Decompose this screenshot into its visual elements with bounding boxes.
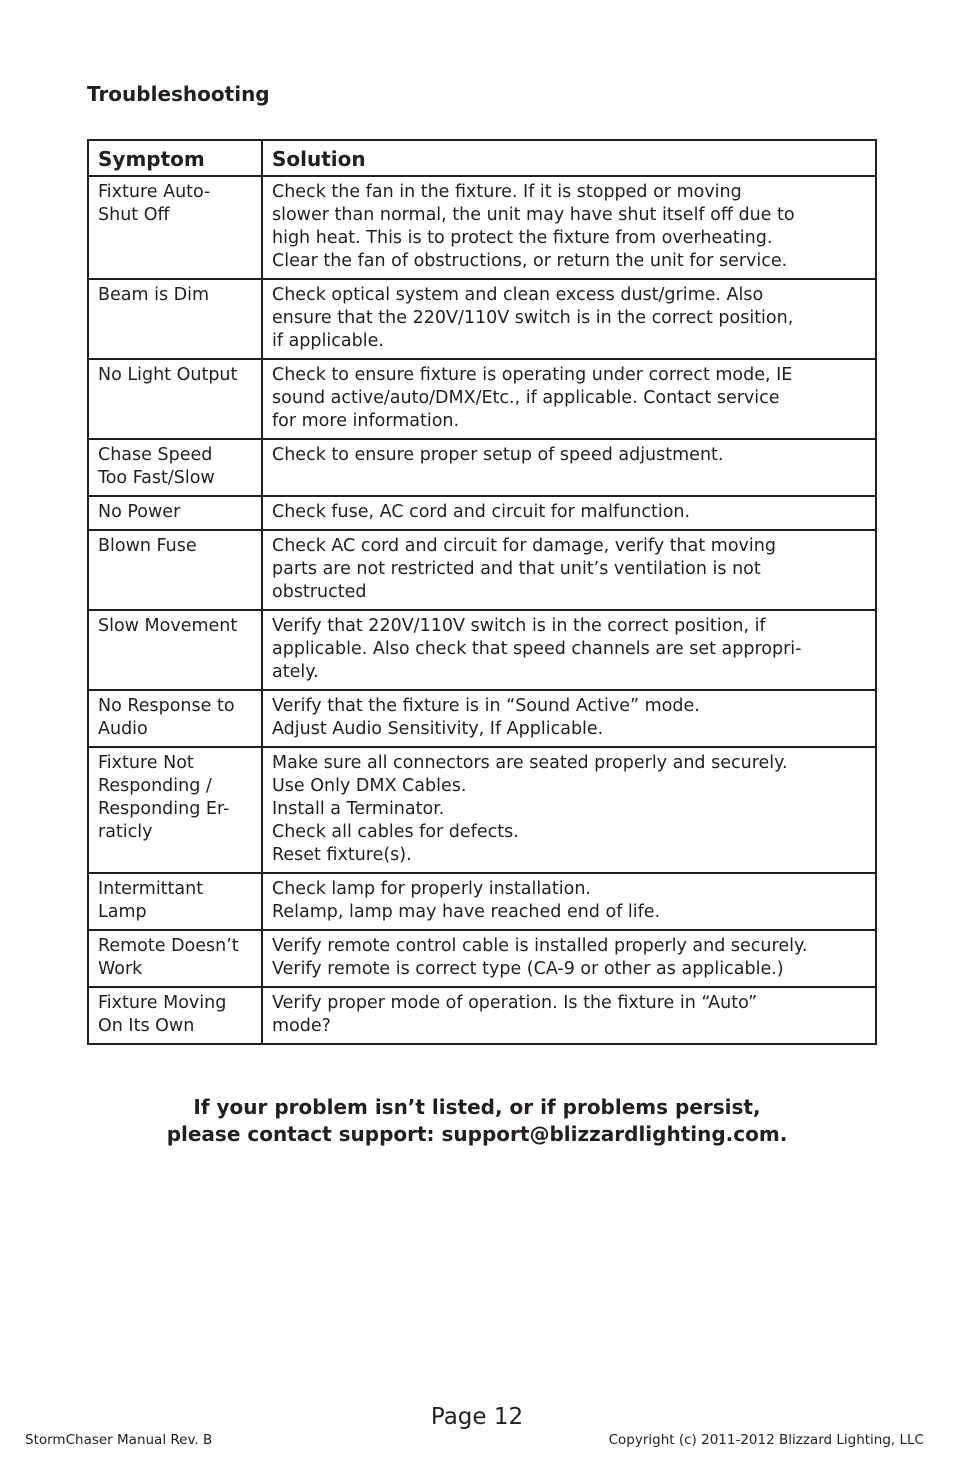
symptom-text-line: Slow Movement [98, 616, 238, 636]
symptom-cell [88, 930, 262, 987]
symptom-cell [88, 439, 262, 496]
solution-text-line: mode? [272, 1016, 331, 1036]
solution-cell [262, 279, 876, 359]
symptom-text-line: Remote Doesn’t [98, 936, 239, 956]
solution-cell [262, 690, 876, 747]
solution-text-line: if applicable. [272, 331, 384, 351]
symptom-cell [88, 176, 262, 279]
solution-text-line: ensure that the 220V/110V switch is in the correct position, [272, 308, 794, 328]
solution-text-line: Check to ensure proper setup of speed adjustment. [272, 445, 724, 465]
footer-copyright: Copyright (c) 2011-2012 Blizzard Lighting, LLC [608, 1432, 924, 1448]
solution-cell [262, 439, 876, 496]
symptom-text-line: Lamp [98, 902, 147, 922]
table-row [88, 279, 876, 359]
solution-text-line: for more information. [272, 411, 460, 431]
table-row [88, 359, 876, 439]
symptom-cell [88, 496, 262, 530]
symptom-cell [88, 987, 262, 1044]
solution-text-line: obstructed [272, 582, 367, 602]
solution-text-line: Verify that 220V/110V switch is in the correct position, if [272, 616, 766, 636]
table-row [88, 987, 876, 1044]
solution-text-line: slower than normal, the unit may have shut itself off due to [272, 205, 795, 225]
symptom-text-line: Too Fast/Slow [98, 468, 215, 488]
solution-cell [262, 176, 876, 279]
symptom-cell [88, 873, 262, 930]
symptom-text-line: Work [98, 959, 143, 979]
page-number: Page 12 [430, 1404, 524, 1430]
symptom-text-line: Fixture Auto- [98, 182, 211, 202]
symptom-text-line: Shut Off [98, 205, 170, 225]
symptom-text-line: Audio [98, 719, 148, 739]
solution-cell [262, 610, 876, 690]
solution-cell [262, 530, 876, 610]
contact-line-2: please contact support: support@blizzardlighting.com. [166, 1122, 788, 1146]
solution-text-line: Check fuse, AC cord and circuit for malfunction. [272, 502, 691, 522]
symptom-cell [88, 279, 262, 359]
table-body [88, 176, 876, 1044]
page-title: Troubleshooting [87, 82, 270, 106]
solution-text-line: Check optical system and clean excess dust/grime. Also [272, 285, 764, 305]
table-header-row [88, 140, 876, 176]
solution-text-line: Adjust Audio Sensitivity, If Applicable. [272, 719, 604, 739]
solution-text-line: Check AC cord and circuit for damage, verify that moving [272, 536, 776, 556]
table-row [88, 930, 876, 987]
solution-text-line: Clear the fan of obstructions, or return the unit for service. [272, 251, 788, 271]
solution-text-line: parts are not restricted and that unit’s ventilation is not [272, 559, 761, 579]
troubleshooting-table [87, 139, 877, 1045]
table-row [88, 747, 876, 873]
symptom-cell [88, 359, 262, 439]
solution-text-line: applicable. Also check that speed channels are set appropri- [272, 639, 802, 659]
symptom-cell [88, 747, 262, 873]
table-row [88, 176, 876, 279]
support-contact-note [0, 1094, 954, 1148]
symptom-text-line: No Response to [98, 696, 235, 716]
solution-text-line: Check the fan in the fixture. If it is stopped or moving [272, 182, 742, 202]
solution-text-line: Relamp, lamp may have reached end of life. [272, 902, 661, 922]
symptom-text-line: Chase Speed [98, 445, 213, 465]
solution-text-line: sound active/auto/DMX/Etc., if applicable. Contact service [272, 388, 780, 408]
symptom-text-line: Beam is Dim [98, 285, 210, 305]
symptom-text-line: Responding / [98, 776, 212, 796]
solution-header: Solution [262, 140, 876, 176]
table-row [88, 610, 876, 690]
table-row [88, 439, 876, 496]
symptom-text-line: raticly [98, 822, 153, 842]
footer-manual-name: StormChaser Manual Rev. B [25, 1432, 213, 1448]
solution-text-line: Verify that the fixture is in “Sound Active” mode. [272, 696, 700, 716]
solution-text-line: Verify proper mode of operation. Is the fixture in “Auto” [272, 993, 758, 1013]
solution-text-line: Install a Terminator. [272, 799, 445, 819]
solution-cell [262, 496, 876, 530]
symptom-text-line: Intermittant [98, 879, 204, 899]
solution-text-line: Check to ensure fixture is operating under correct mode, IE [272, 365, 793, 385]
symptom-text-line: Blown Fuse [98, 536, 197, 556]
solution-cell [262, 930, 876, 987]
table-row [88, 690, 876, 747]
solution-cell [262, 359, 876, 439]
solution-cell [262, 987, 876, 1044]
solution-text-line: Use Only DMX Cables. [272, 776, 467, 796]
solution-cell [262, 873, 876, 930]
solution-text-line: Check lamp for properly installation. [272, 879, 591, 899]
table-row [88, 873, 876, 930]
solution-text-line: high heat. This is to protect the fixture from overheating. [272, 228, 773, 248]
solution-text-line: Check all cables for defects. [272, 822, 519, 842]
symptom-text-line: No Light Output [98, 365, 238, 385]
solution-text-line: Reset fixture(s). [272, 845, 412, 865]
solution-text-line: Verify remote is correct type (CA-9 or other as applicable.) [272, 959, 784, 979]
solution-text-line: Make sure all connectors are seated properly and securely. [272, 753, 788, 773]
symptom-cell [88, 530, 262, 610]
symptom-cell [88, 610, 262, 690]
symptom-text-line: Fixture Not [98, 753, 194, 773]
symptom-header: Symptom [88, 140, 262, 176]
solution-cell [262, 747, 876, 873]
contact-line-1: If your problem isn’t listed, or if problems persist, [193, 1095, 761, 1119]
symptom-text-line: No Power [98, 502, 181, 522]
symptom-cell [88, 690, 262, 747]
solution-text-line: ately. [272, 662, 319, 682]
symptom-text-line: Fixture Moving [98, 993, 227, 1013]
symptom-text-line: On Its Own [98, 1016, 195, 1036]
symptom-text-line: Responding Er- [98, 799, 230, 819]
table-row [88, 496, 876, 530]
solution-text-line: Verify remote control cable is installed properly and securely. [272, 936, 808, 956]
table-row [88, 530, 876, 610]
